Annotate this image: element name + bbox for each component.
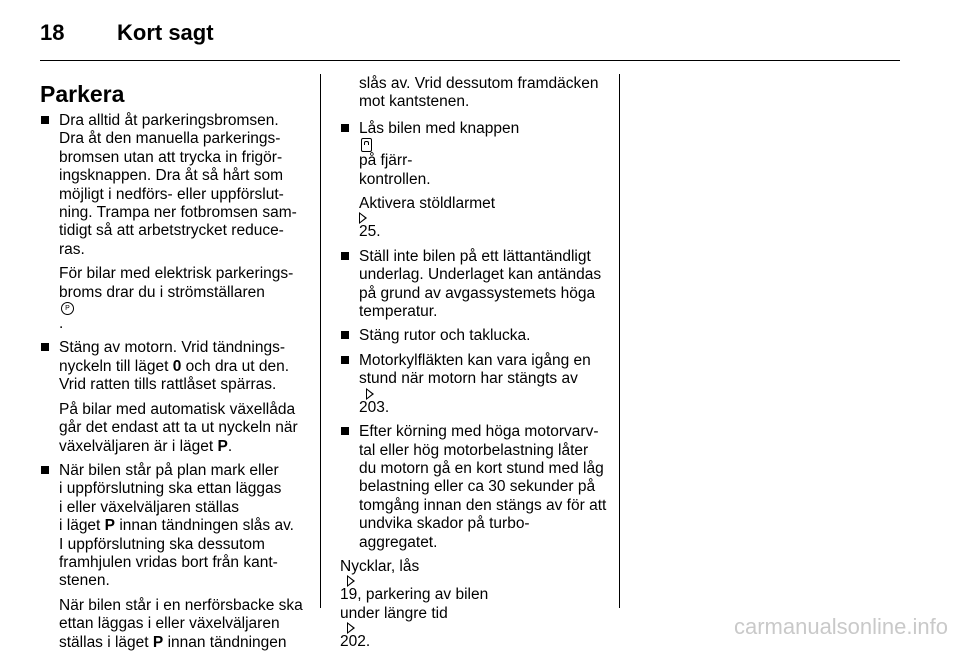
item-subtext: När bilen står i en nerförsbacke ska ettan läggas i eller växelväljaren ställas i läget P innan tändningen <box>59 596 303 651</box>
list-item-turbo-cooldown <box>340 423 606 552</box>
column-divider-1 <box>320 74 321 608</box>
section-heading: Parkera <box>40 81 125 107</box>
item-text: Efter körning med höga motorvarv- tal eller hög motorbelastning låter du motorn gå en kort stund med låg belastning eller ca 30 sekunder på tomgång innan den stängs av för att undvika skador på turbo- aggregatet. <box>359 423 607 551</box>
bullet-icon <box>41 343 49 351</box>
item-text: Lås bilen med knappen på fjärr- kontrollen. <box>359 119 520 188</box>
item-subtext: För bilar med elektrisk parkerings- broms drar du i strömställaren P . <box>59 265 294 333</box>
item-text: Stäng av motorn. Vrid tändnings- nyckeln till läget 0 och dra ut den. Vrid ratten tills rattlåset spärras. <box>59 339 290 394</box>
item-text: Dra alltid åt parkeringsbromsen. Dra åt den manuella parkerings- bromsen utan att trycka in frigör- ingsknappen. Dra åt så hårt som möjligt i nedförs- eller uppförslut- ning. Trampa ner fotbromsen sam- tidigt så att arbetstrycket reduce- ras. <box>59 112 297 258</box>
column-divider-2 <box>619 74 620 608</box>
related-references: Nycklar, lås 19, parkering av bilen under längre tid 202. <box>340 557 489 651</box>
page-title: Kort sagt <box>117 20 214 45</box>
item-subtext: På bilar med automatisk växellåda går det endast att ta ut nyckeln när växelväljaren är i läget P. <box>59 400 298 455</box>
cross-reference-icon <box>367 389 374 399</box>
cross-reference-icon <box>348 576 355 586</box>
list-item-close-windows <box>340 327 606 345</box>
bullet-icon <box>341 331 349 339</box>
header-divider <box>40 60 900 61</box>
list-item-engine-off <box>40 339 308 455</box>
bullet-icon <box>341 356 349 364</box>
page-number: 18 <box>40 20 65 45</box>
item-text: Stäng rutor och taklucka. <box>359 327 531 345</box>
parking-brake-switch-icon: P <box>61 302 74 315</box>
cross-reference-icon <box>348 623 355 633</box>
parking-list-continued <box>340 75 606 552</box>
watermark: carmanualsonline.info <box>733 614 948 639</box>
item-subtext: Aktivera stöldlarmet 25. <box>359 195 496 241</box>
lock-icon <box>361 138 372 152</box>
column-left <box>40 80 308 658</box>
list-item-level-ground <box>40 462 308 652</box>
item-text: Motorkylfläkten kan vara igång en stund när motorn har stängts av 203. <box>359 351 591 416</box>
cross-reference-icon <box>360 213 367 223</box>
item-text: Ställ inte bilen på ett lättantändligt underlag. Underlaget kan antändas på grund av avgassystemets höga temperatur. <box>359 247 602 321</box>
bullet-icon <box>41 466 49 474</box>
item-text: slås av. Vrid dessutom framdäcken mot kantstenen. <box>359 75 599 111</box>
list-item-flammable-ground <box>340 248 606 322</box>
bullet-icon <box>341 427 349 435</box>
list-item-continued <box>340 75 606 112</box>
bullet-icon <box>341 124 349 132</box>
item-text: När bilen står på plan mark eller i uppförslutning ska ettan läggas i eller växelväljaren ställas i läget P innan tändningen slås av. I uppförslutning ska dessutom framhjulen vridas bort från kant- stenen. <box>59 461 294 590</box>
bullet-icon <box>41 116 49 124</box>
column-right <box>340 75 606 652</box>
parking-list <box>40 112 308 652</box>
list-item-cooling-fan <box>340 352 606 417</box>
bullet-icon <box>341 252 349 260</box>
list-item-parking-brake <box>40 112 308 333</box>
list-item-lock-vehicle <box>340 120 606 242</box>
